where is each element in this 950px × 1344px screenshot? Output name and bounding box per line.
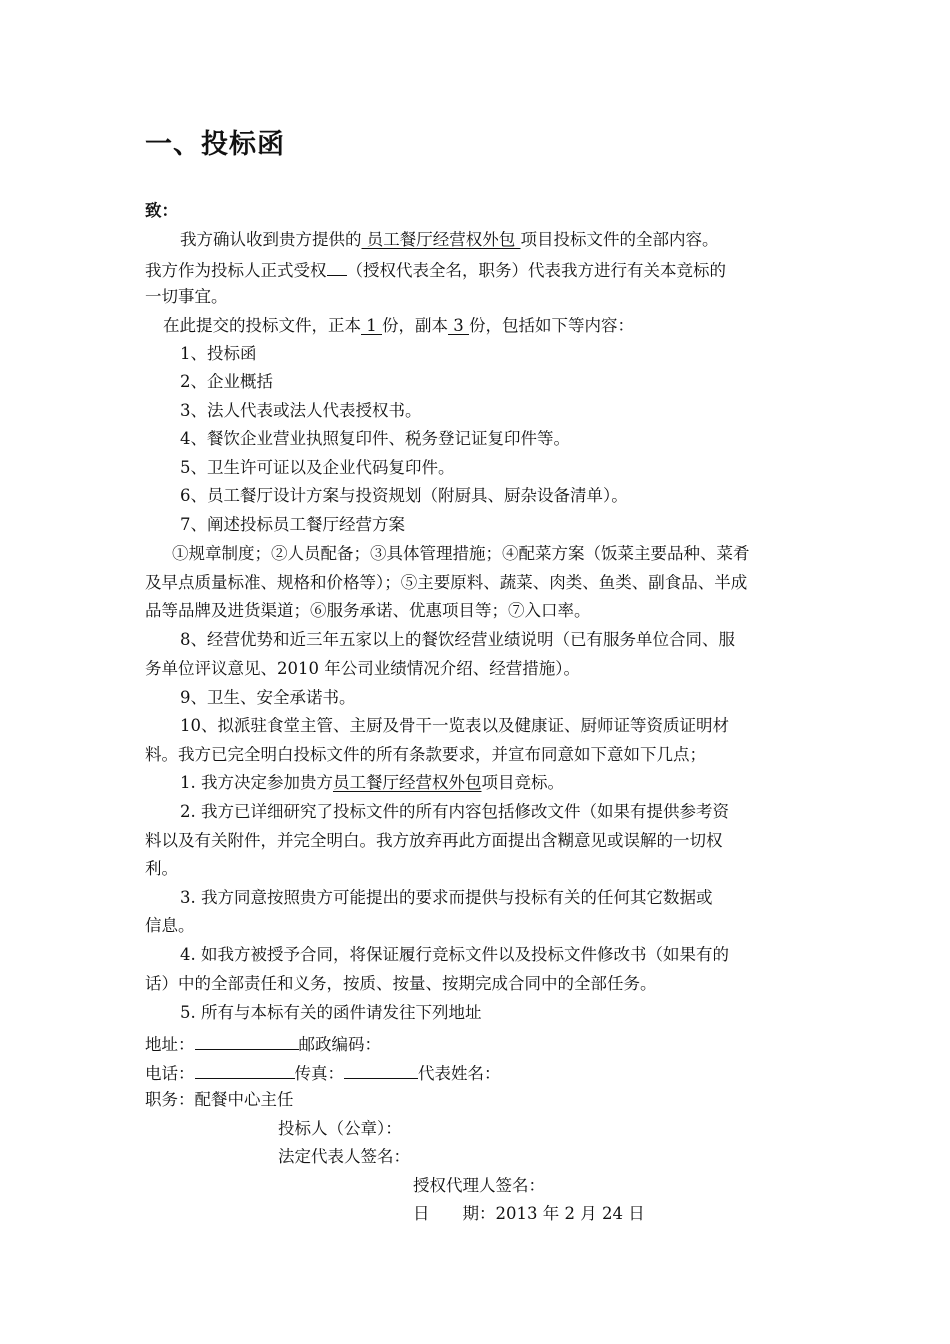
para2-text: 份，包括如下等内容： [469,316,634,335]
phone-blank [195,1061,295,1079]
para1-line1 [180,230,719,250]
point2-line: 2. 我方已详细研究了投标文件的所有内容包括修改文件（如果有提供参考资 [180,802,729,821]
authorized-rep-blank [327,258,347,276]
list-item: 7、阐述投标员工餐厅经营方案 [180,515,405,534]
point1-line [180,773,564,793]
point5-line: 5. 所有与本标有关的函件请发往下列地址 [180,1003,482,1022]
item7-detail-line: 及早点质量标准、规格和价格等）；⑤主要原料、蔬菜、肉类、鱼类、副食品、半成 [145,573,748,592]
point4-line: 话）中的全部责任和义务，按质、按量、按期完成合同中的全部任务。 [145,974,657,993]
point3-line: 3. 我方同意按照贵方可能提出的要求而提供与投标有关的任何其它数据或 [180,888,713,907]
date-label: 日 期： [413,1204,496,1223]
list-item: 2、企业概括 [180,372,273,391]
project-name: 员工餐厅经营权外包 [333,773,482,792]
bidder-seal-label: 投标人（公章）： [278,1119,402,1138]
item10-line: 料。我方已完全明白投标文件的所有条款要求，并宣布同意如下意如下几点； [145,745,706,764]
original-count: 1 [361,316,382,335]
list-item: 5、卫生许可证以及企业代码复印件。 [180,458,455,477]
list-item: 3、法人代表或法人代表授权书。 [180,401,422,420]
item7-detail-line: 品等品牌及进货渠道；⑥服务承诺、优惠项目等；⑦入口率。 [145,601,591,620]
list-item: 1、投标函 [180,344,257,363]
copy-count: 3 [448,316,469,335]
fax-label: 传真： [294,1064,344,1083]
phone-label: 电话： [145,1064,195,1083]
salutation: 致： [145,201,178,220]
para1-line2 [145,258,726,281]
item9-line: 9、卫生、安全承诺书。 [180,688,356,707]
point3-line: 信息。 [145,916,195,935]
para2-text: 份，副本 [382,316,448,335]
para1-line3: 一切事宜。 [145,287,228,306]
address-blank [195,1032,299,1050]
para2-line [163,316,634,336]
point2-line: 利。 [145,859,178,878]
para1-text: 我方作为投标人正式受权 [145,261,327,280]
para2-text: 在此提交的投标文件，正本 [163,316,361,335]
postcode-label: 邮政编码： [298,1035,381,1054]
point1-text: 1. 我方决定参加贵方 [180,773,333,792]
para1-text: 我方确认收到贵方提供的 [180,230,362,249]
legal-rep-signature-label: 法定代表人签名： [278,1147,410,1166]
point1-text: 项目竞标。 [481,773,564,792]
para1-text: （授权代表全名，职务）代表我方进行有关本竞标的 [346,261,726,280]
point4-line: 4. 如我方被授予合同，将保证履行竞标文件以及投标文件修改书（如果有的 [180,945,729,964]
item8-line: 8、经营优势和近三年五家以上的餐饮经营业绩说明（已有服务单位合同、服 [180,630,735,649]
point2-line: 料以及有关附件，并完全明白。我方放弃再此方面提出含糊意见或误解的一切权 [145,831,723,850]
project-name: 员工餐厅经营权外包 [361,230,521,249]
item10-line: 10、拟派驻食堂主管、主厨及骨干一览表以及健康证、厨师证等资质证明材 [180,716,729,735]
list-item: 4、餐饮企业营业执照复印件、税务登记证复印件等。 [180,429,570,448]
address-label: 地址： [145,1035,195,1054]
date-row [413,1204,645,1224]
para1-text: 项目投标文件的全部内容。 [520,230,719,249]
page-title: 一、投标函 [145,129,285,160]
rep-name-label: 代表姓名： [418,1064,501,1083]
fax-blank [344,1061,418,1079]
address-row [145,1032,381,1055]
item7-detail-line: ①规章制度；②人员配备；③具体管理措施；④配菜方案（饭菜主要品种、菜肴 [172,544,750,563]
list-item: 6、员工餐厅设计方案与投资规划（附厨具、厨杂设备清单）。 [180,486,628,505]
item8-line: 务单位评议意见、2010 年公司业绩情况介绍、经营措施）。 [145,659,580,678]
date-value: 2013 年 2 月 24 日 [495,1204,645,1223]
position-row: 职务：配餐中心主任 [145,1090,294,1109]
phone-row [145,1061,501,1084]
agent-signature-label: 授权代理人签名： [413,1176,545,1195]
